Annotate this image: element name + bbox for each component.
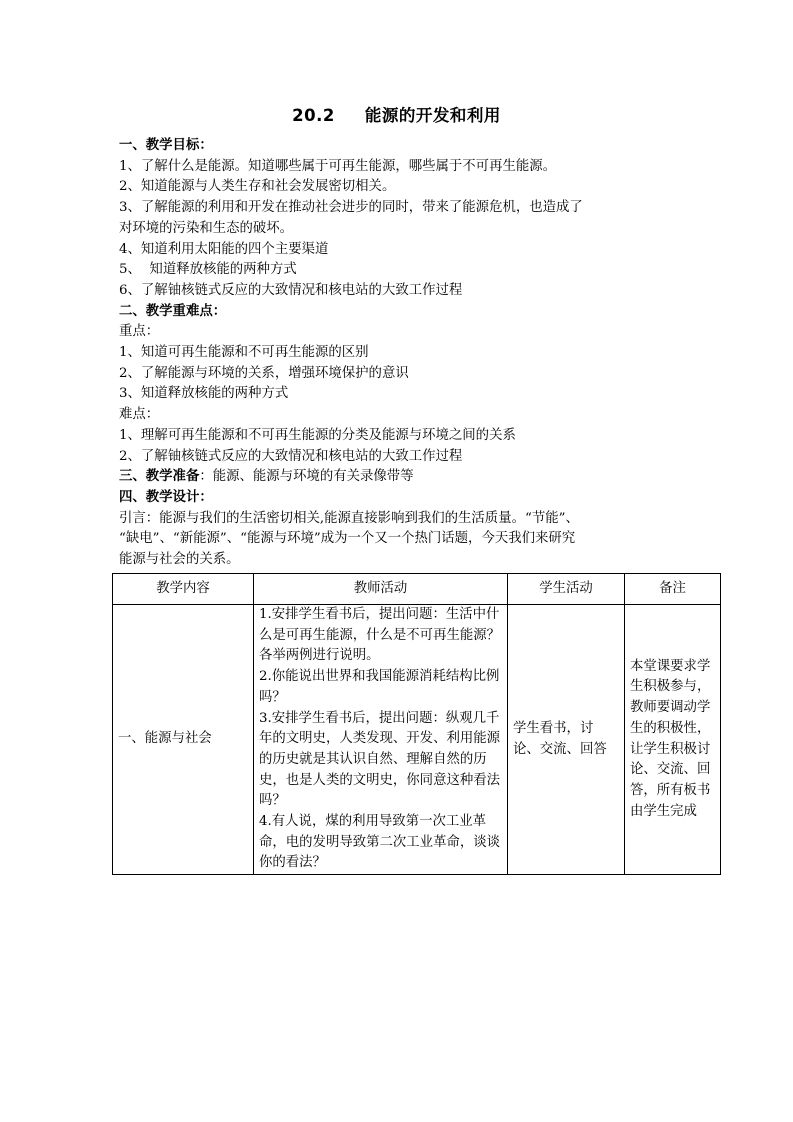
focus-label: 重点：: [119, 324, 160, 340]
preparation-text: ：能源、能源与环境的有关录像带等: [199, 469, 414, 485]
objective-item-3: 3、了解能源的利用和开发在推动社会进步的同时，带来了能源危机，也造成了: [119, 200, 583, 216]
lesson-plan-table: [112, 573, 721, 875]
title-text: 能源的开发和利用: [364, 106, 501, 125]
teacher-item-1: 1.安排学生看书后，提出问题：生活中什么是可再生能源，什么是不可再生能源？各举两例进行说明。: [259, 607, 501, 664]
focus-item-2: 2、了解能源与环境的关系，增强环境保护的意识: [119, 365, 409, 381]
intro-line-2: “缺电”、“新能源”、“能源与环境”成为一个又一个热门话题，今天我们来研究: [119, 531, 576, 547]
objective-item-4: 4、知道利用太阳能的四个主要渠道: [119, 241, 329, 257]
cell-content: 一、能源与社会: [113, 605, 254, 875]
header-content: 教学内容: [113, 574, 254, 605]
difficulty-item-2: 2、了解铀核链式反应的大致情况和核电站的大致工作过程: [119, 448, 463, 464]
cell-student-activity: 学生看书，讨论、交流、回答: [508, 605, 625, 875]
key-points-heading: 二、教学重难点：: [119, 303, 227, 319]
focus-item-3: 3、知道释放核能的两种方式: [119, 386, 289, 402]
objectives-heading: 一、教学目标：: [119, 138, 213, 153]
document-body: [119, 136, 691, 571]
preparation-heading: 三、教学准备: [119, 469, 200, 485]
header-student-activity: 学生活动: [508, 574, 625, 605]
header-notes: 备注: [625, 574, 721, 605]
difficulty-item-1: 1、理解可再生能源和不可再生能源的分类及能源与环境之间的关系: [119, 427, 516, 443]
cell-notes: 本堂课要求学生积极参与，教师要调动学生的积极性，让学生积极讨论、交流、回答，所有板书由学生完成: [625, 605, 721, 875]
objective-item-1: 1、了解什么是能源。知道哪些属于可再生能源，哪些属于不可再生能源。: [119, 158, 557, 174]
intro-line-3: 能源与社会的关系。: [119, 552, 240, 568]
objective-item-3-continued: 对环境的污染和生态的破坏。: [119, 220, 294, 236]
objective-item-5: 5、 知道释放核能的两种方式: [119, 262, 297, 278]
table-header-row: [113, 574, 721, 605]
teacher-item-3: 3.安排学生看书后，提出问题：纵观几千年的文明史，人类发现、开发、利用能源的历史就是其认识自然、理解自然的历史，也是人类的文明史，你同意这种看法吗？: [259, 710, 501, 809]
teacher-item-4: 4.有人说，煤的利用导致第一次工业革命，电的发明导致第二次工业革命，谈谈你的看法？: [259, 814, 501, 871]
title-number: 20.2: [292, 106, 335, 125]
cell-teacher-activity: [254, 605, 508, 875]
objective-item-2: 2、知道能源与人类生存和社会发展密切相关。: [119, 179, 396, 195]
focus-item-1: 1、知道可再生能源和不可再生能源的区别: [119, 345, 369, 361]
preparation-line: [119, 467, 691, 488]
objective-item-6: 6、了解铀核链式反应的大致情况和核电站的大致工作过程: [119, 282, 463, 298]
difficulty-label: 难点：: [119, 407, 160, 423]
page-title: [0, 104, 793, 128]
header-teacher-activity: 教师活动: [254, 574, 508, 605]
teacher-item-2: 2.你能说出世界和我国能源消耗结构比例吗？: [259, 669, 500, 705]
intro-line-1: 引言：能源与我们的生活密切相关,能源直接影响到我们的生活质量。“节能”、: [119, 510, 579, 526]
design-heading: 四、教学设计：: [119, 489, 213, 505]
table-row: [113, 605, 721, 875]
